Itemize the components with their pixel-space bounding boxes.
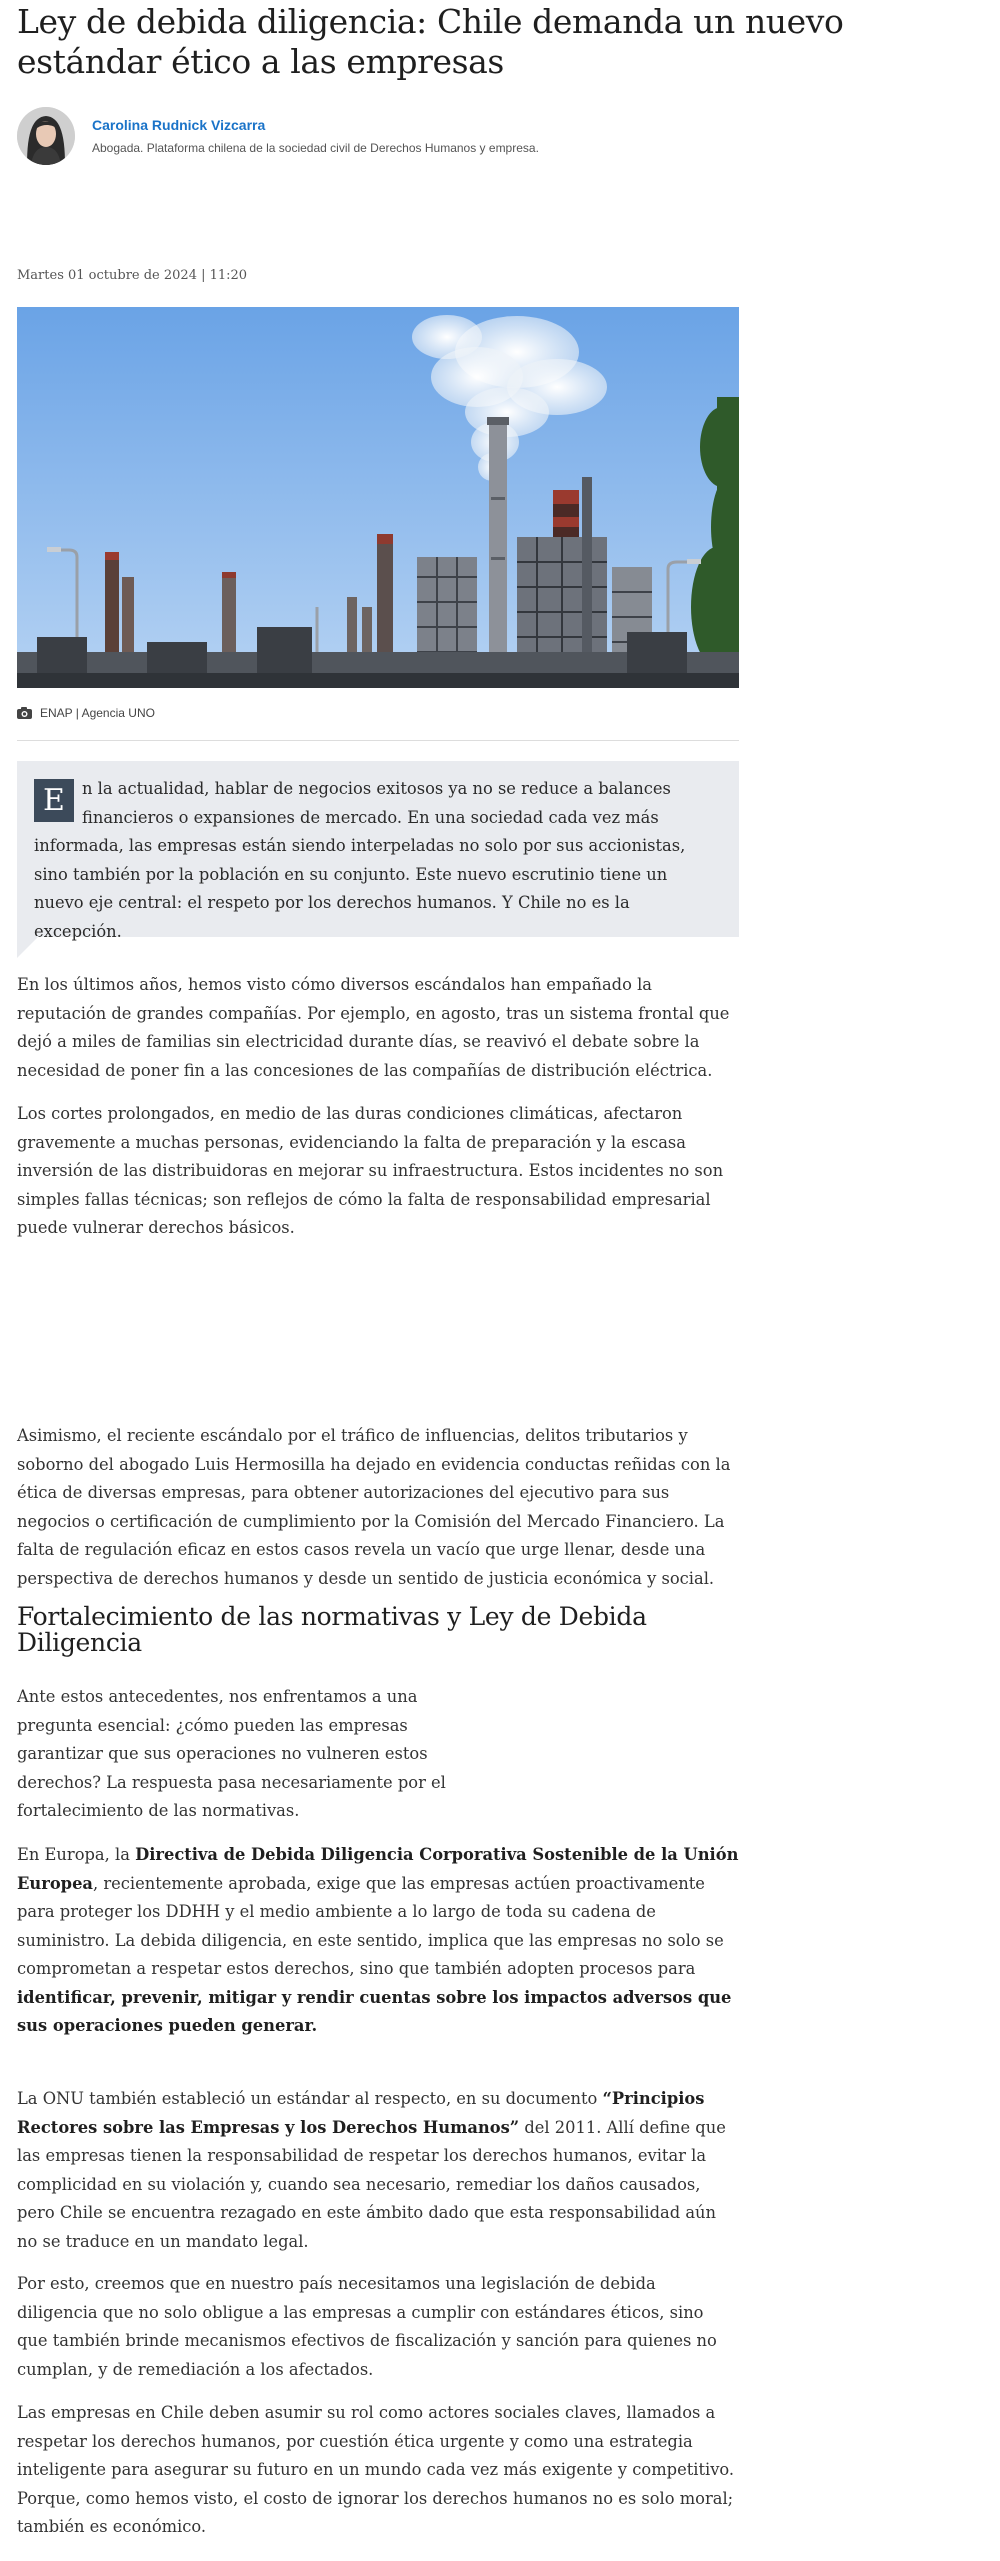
camera-icon <box>17 707 32 719</box>
lead-box-tail <box>17 936 39 958</box>
hero-image <box>17 307 739 688</box>
body-paragraph: Los cortes prolongados, en medio de las duras condiciones climáticas, afectaron gravemente a muchas personas, evidenciando la falta de preparación y la escasa inversión de las distribuidoras en mejorar su infraestructura. Estos incidentes no son simples fallas técnicas; son reflejos de cómo la falta de responsabilidad empresarial puede vulnerar derechos básicos. <box>17 1104 724 1237</box>
body-paragraph: Las empresas en Chile deben asumir su rol como actores sociales claves, llamados a respetar los derechos humanos, por cuestión ética urgente y como una estrategia inteligente para asegurar su futuro en un mundo cada vez más exigente y competitivo. Porque, como hemos visto, el costo de ignorar los derechos humanos no es solo moral; también es económico. <box>17 2403 735 2536</box>
lead-text: n la actualidad, hablar de negocios exitosos ya no se reduce a balances financieros o expansiones de mercado. En una sociedad cada vez más informada, las empresas están siendo interpeladas no solo por sus accionistas, sino también por la población en su conjunto. Este nuevo escrutinio tiene un nuevo eje central: el respeto por los derechos humanos. Y Chile no es la excepción. <box>34 779 686 941</box>
author-name-link[interactable]: Carolina Rudnick Vizcarra <box>92 117 266 133</box>
lead-paragraph-box <box>17 761 739 941</box>
text-run: del 2011. Allí define que las empresas tienen la responsabilidad de respetar los derechos humanos, evitar la complicidad en su violación y, cuando sea necesario, remediar los daños causados, pero Chile se encuentra rezagado en este ámbito dado que esta responsabilidad aún no se traduce en un mandato legal. <box>17 2117 726 2251</box>
body-paragraph: En los últimos años, hemos visto cómo diversos escándalos han empañado la reputación de grandes compañías. Por ejemplo, en agosto, tras un sistema frontal que dejó a miles de familias sin electricidad durante días, se reavivó el debate sobre la necesidad de poner fin a las concesiones de las compañías de distribución eléctrica. <box>17 975 730 1080</box>
image-credit <box>17 705 155 721</box>
body-paragraph: Ante estos antecedentes, nos enfrentamos a una pregunta esencial: ¿cómo pueden las empresas garantizar que sus operaciones no vulneren estos derechos? La respuesta pasa necesariamente por el fortalecimiento de las normativas. <box>17 1687 446 1820</box>
image-credit-text: ENAP | Agencia UNO <box>40 706 155 720</box>
lead-paragraph <box>34 775 722 946</box>
body-paragraph <box>17 1841 739 2041</box>
text-run: La ONU también estableció un estándar al respecto, en su documento <box>17 2089 603 2108</box>
divider <box>17 740 739 741</box>
author-avatar[interactable] <box>17 107 75 165</box>
body-paragraph: Por esto, creemos que en nuestro país necesitamos una legislación de debida diligencia que no solo obligue a las empresas a cumplir con estándares éticos, sino que también brinde mecanismos efectivos de fiscalización y sanción para quienes no cumplan, y de remediación a los afectados. <box>17 2274 717 2379</box>
publish-date: Martes 01 octubre de 2024 | 11:20 <box>17 268 248 283</box>
text-run: En Europa, la <box>17 1845 136 1864</box>
un-principles-emphasis: “Principios Rectores sobre las Empresas y los Derechos Humanos” <box>17 2089 705 2137</box>
author-bio: Abogada. Plataforma chilena de la sociedad civil de Derechos Humanos y empresa. <box>92 141 539 155</box>
dropcap: E <box>34 779 74 822</box>
due-diligence-emphasis: identificar, prevenir, mitigar y rendir cuentas sobre los impactos adversos que sus operaciones pueden generar. <box>17 1987 732 2035</box>
body-paragraph <box>17 2085 739 2256</box>
author-photo <box>17 107 75 165</box>
eu-directive-emphasis: Directiva de Debida Diligencia Corporativa Sostenible de la Unión Europea <box>17 1845 739 1893</box>
text-run: , recientemente aprobada, exige que las empresas actúen proactivamente para proteger los DDHH y el medio ambiente a lo largo de toda su cadena de suministro. La debida diligencia, en este sentido, implica que las empresas no solo se comprometan a respetar estos derechos, sino que también adopten procesos para <box>17 1873 724 1978</box>
article-headline: Ley de debida diligencia: Chile demanda un nuevo estándar ético a las empresas <box>17 2 844 81</box>
section-heading: Fortalecimiento de las normativas y Ley de Debida Diligencia <box>17 1602 647 1657</box>
body-paragraph: Asimismo, el reciente escándalo por el tráfico de influencias, delitos tributarios y soborno del abogado Luis Hermosilla ha dejado en evidencia conductas reñidas con la ética de diversas empresas, para obtener autorizaciones del ejecutivo para sus negocios o certificación de cumplimiento por la Comisión del Mercado Financiero. La falta de regulación eficaz en estos casos revela un vacío que urge llenar, desde una perspectiva de derechos humanos y desde un sentido de justicia económica y social. <box>17 1426 731 1588</box>
